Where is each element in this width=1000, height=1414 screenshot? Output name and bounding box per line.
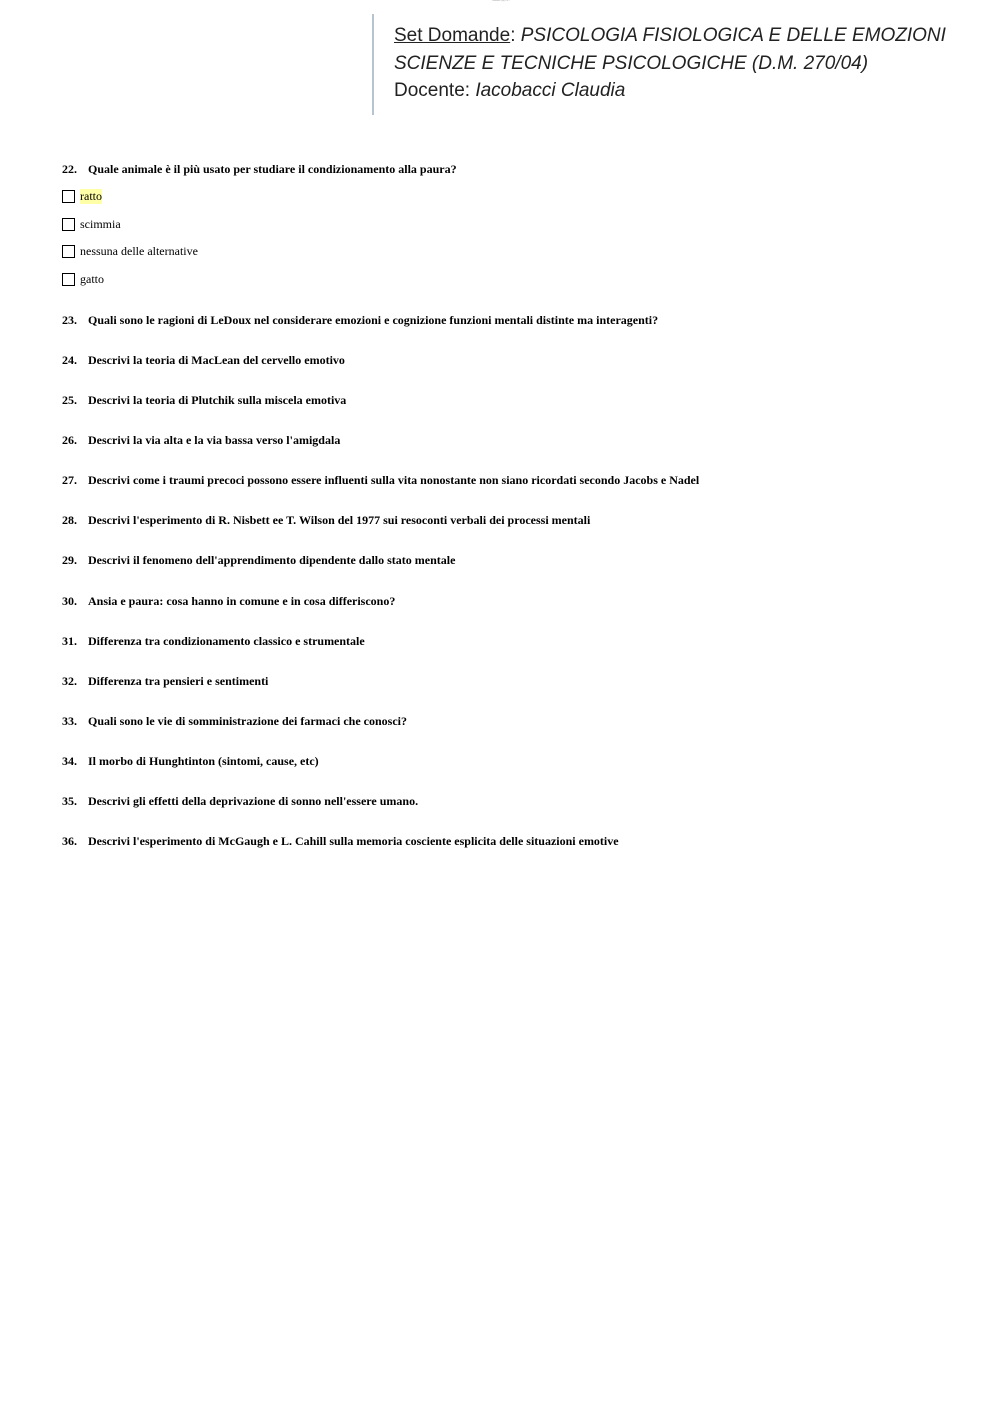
question-number: 36. — [62, 834, 77, 848]
course-title-line: Set Domande: PSICOLOGIA FISIOLOGICA E DELLE EMOZIONI — [394, 25, 946, 46]
question-text: Descrivi la teoria di Plutchik sulla miscela emotiva — [88, 393, 347, 407]
question-text: Descrivi come i traumi precoci possono essere influenti sulla vita nonostante non siano ricordati secondo Jacobs e Nadel — [88, 473, 700, 487]
question-text: Quali sono le ragioni di LeDoux nel considerare emozioni e cognizione funzioni mentali distinte ma interagenti? — [88, 313, 659, 327]
question-26 — [62, 433, 340, 448]
option-scimmia[interactable] — [62, 216, 121, 232]
question-number: 28. — [62, 513, 77, 527]
option-ratto[interactable] — [62, 188, 102, 204]
question-24 — [62, 353, 345, 368]
teacher-line — [394, 77, 972, 105]
course-title: PSICOLOGIA FISIOLOGICA E DELLE EMOZIONI — [520, 25, 946, 46]
question-text: Ansia e paura: cosa hanno in comune e in cosa differiscono? — [88, 594, 396, 608]
question-36 — [62, 834, 619, 849]
question-text: Descrivi la via alta e la via bassa verso l'amigdala — [88, 433, 341, 447]
page-mark: Domanda - pag.1 of 2 — [492, 0, 510, 2]
checkbox[interactable] — [62, 218, 75, 231]
checkbox[interactable] — [62, 273, 75, 286]
question-text: Quali sono le vie di somministrazione dei farmaci che conosci? — [88, 714, 407, 728]
question-text: Il morbo di Hunghtinton (sintomi, cause, etc) — [88, 754, 319, 768]
question-number: 22. — [62, 162, 77, 176]
question-31 — [62, 634, 365, 649]
question-28 — [62, 513, 590, 528]
question-33 — [62, 714, 407, 729]
checkbox[interactable] — [62, 190, 75, 203]
option-label: ratto — [80, 188, 102, 203]
question-27 — [62, 473, 699, 488]
question-number: 33. — [62, 714, 77, 728]
question-number: 30. — [62, 594, 77, 608]
document-header — [372, 14, 972, 115]
question-text: Quale animale è il più usato per studiare il condizionamento alla paura? — [88, 162, 457, 176]
option-nessuna[interactable] — [62, 243, 198, 259]
course-subtitle-line — [394, 50, 972, 78]
option-label: nessuna delle alternative — [80, 243, 198, 258]
option-label: scimmia — [80, 216, 121, 231]
question-text: Descrivi l'esperimento di R. Nisbett ee T. Wilson del 1977 sui resoconti verbali dei processi mentali — [88, 513, 591, 527]
question-number: 27. — [62, 473, 77, 487]
teacher-label: Docente: — [394, 80, 471, 101]
question-34 — [62, 754, 319, 769]
question-32 — [62, 674, 268, 689]
question-25 — [62, 393, 346, 408]
question-text: Descrivi il fenomeno dell'apprendimento dipendente dallo stato mentale — [88, 553, 456, 567]
question-29 — [62, 553, 455, 568]
question-22 — [62, 162, 457, 177]
question-30 — [62, 594, 395, 609]
question-text: Descrivi la teoria di MacLean del cervello emotivo — [88, 353, 345, 367]
question-35 — [62, 794, 418, 809]
option-label: gatto — [80, 271, 104, 286]
question-text: Descrivi gli effetti della deprivazione di sonno nell'essere umano. — [88, 794, 419, 808]
question-text: Differenza tra condizionamento classico e strumentale — [88, 634, 365, 648]
question-number: 31. — [62, 634, 77, 648]
question-number: 32. — [62, 674, 77, 688]
option-gatto[interactable] — [62, 271, 104, 287]
question-number: 34. — [62, 754, 77, 768]
question-number: 25. — [62, 393, 77, 407]
question-number: 29. — [62, 553, 77, 567]
course-subtitle: SCIENZE E TECNICHE PSICOLOGICHE (D.M. 270/04) — [394, 52, 869, 74]
question-number: 26. — [62, 433, 77, 447]
question-number: 23. — [62, 313, 77, 327]
teacher-name: Iacobacci Claudia — [475, 80, 626, 101]
question-text: Descrivi l'esperimento di McGaugh e L. Cahill sulla memoria cosciente esplicita delle situazioni emotive — [88, 834, 619, 848]
question-text: Differenza tra pensieri e sentimenti — [88, 674, 269, 688]
question-number: 35. — [62, 794, 77, 808]
question-number: 24. — [62, 353, 77, 367]
checkbox[interactable] — [62, 245, 75, 258]
question-23 — [62, 313, 658, 328]
set-label: Set Domande — [394, 25, 511, 46]
